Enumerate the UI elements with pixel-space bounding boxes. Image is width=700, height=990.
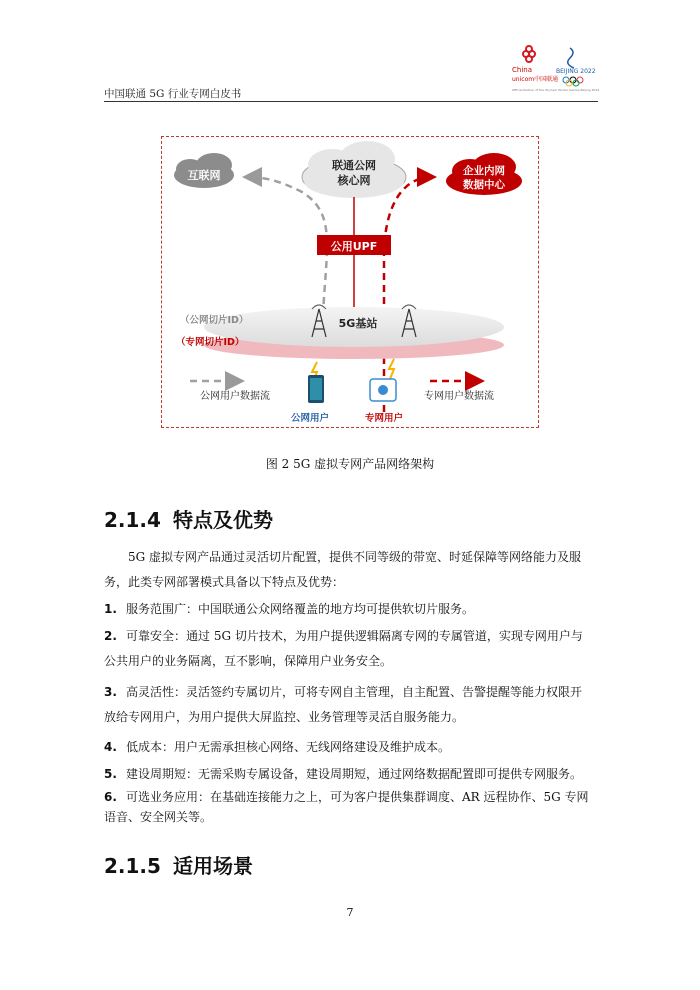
list-item-number: 2. <box>104 629 117 643</box>
partner-logo <box>508 44 600 98</box>
public-flow-legend-label: 公网用户数据流 <box>200 391 270 402</box>
enterprise-dc-label-2: 数据中心 <box>463 179 505 191</box>
section-heading-2-1-4 <box>104 504 273 533</box>
figure-caption: 图 2 5G 虚拟专网产品网络架构 <box>265 457 435 471</box>
list-item-number: 4. <box>104 740 117 754</box>
section-title: 特点及优势 <box>172 508 273 532</box>
enterprise-dc-label-1: 企业内网 <box>463 165 505 177</box>
logo-tagline: Official Partner of the Olympic Winter Games Beijing 2022 <box>512 88 600 92</box>
header-title: 中国联通 5G 行业专网白皮书 <box>104 88 242 100</box>
list-item-number: 1. <box>104 602 117 616</box>
private-user-label: 专网用户 <box>364 413 404 424</box>
public-slice-label: （公网切片ID） <box>180 315 249 326</box>
header-divider <box>104 101 598 102</box>
list-item-text-continued: 放给专网用户，为用户提供大屏监控、业务管理等灵活自服务能力。 <box>104 710 465 724</box>
list-item-number: 5. <box>104 767 117 781</box>
page-number: 7 <box>346 906 354 919</box>
private-slice-label: （专网切片ID） <box>176 337 245 348</box>
core-network-label-1: 联通公网 <box>332 159 376 172</box>
list-item-text: 可靠安全：通过 5G 切片技术，为用户提供逻辑隔离专网的专属管道，实现专网用户与 <box>126 629 583 643</box>
list-item-text: 低成本：用户无需承担核心网络、无线网络建设及维护成本。 <box>126 740 451 754</box>
logo-unicom-text: unicom中国联通 <box>512 76 559 83</box>
section-title: 适用场景 <box>172 854 253 878</box>
list-item-text: 高灵活性：灵活签约专属切片，可将专网自主管理，自主配置、告警提醒等能力权限开 <box>126 685 583 699</box>
section-heading-2-1-5 <box>104 850 253 879</box>
list-item-text: 可选业务应用：在基础连接能力之上，可为客户提供集群调度、AR 远程协作、5G 专网 <box>126 790 589 804</box>
list-item-text-continued: 公共用户的业务隔离，互不影响，保障用户业务安全。 <box>104 654 393 668</box>
list-item-number: 6. <box>104 790 117 804</box>
private-user-device-dot <box>378 385 388 395</box>
list-item-number: 3. <box>104 685 117 699</box>
public-user-phone-screen <box>310 378 322 400</box>
network-architecture-figure <box>161 136 539 428</box>
base-station-label: 5G基站 <box>338 317 378 330</box>
section-number: 2.1.4 <box>104 508 161 532</box>
logo-china-text: China <box>512 66 532 74</box>
internet-label: 互联网 <box>187 169 221 182</box>
intro-paragraph-line1: 5G 虚拟专网产品通过灵活切片配置，提供不同等级的带宽、时延保障等网络能力及服 <box>128 550 582 564</box>
intro-paragraph-line2: 务，此类专网部署模式具备以下特点及优势： <box>104 575 345 589</box>
lightning-icon <box>389 359 394 379</box>
list-item-text: 建设周期短：无需采购专属设备，建设周期短，通过网络数据配置即可提供专网服务。 <box>126 767 583 781</box>
public-user-label: 公网用户 <box>290 413 330 424</box>
list-item-text: 服务范围广：中国联通公众网络覆盖的地方均可提供软切片服务。 <box>126 602 475 616</box>
logo-beijing-text: BEIJING 2022 <box>556 68 596 75</box>
list-item-text-continued: 语音、安全网关等。 <box>104 810 213 824</box>
section-number: 2.1.5 <box>104 854 161 878</box>
core-network-label-2: 核心网 <box>337 174 371 187</box>
private-flow-legend-label: 专网用户数据流 <box>424 391 494 402</box>
upf-label: 公用UPF <box>330 240 378 253</box>
